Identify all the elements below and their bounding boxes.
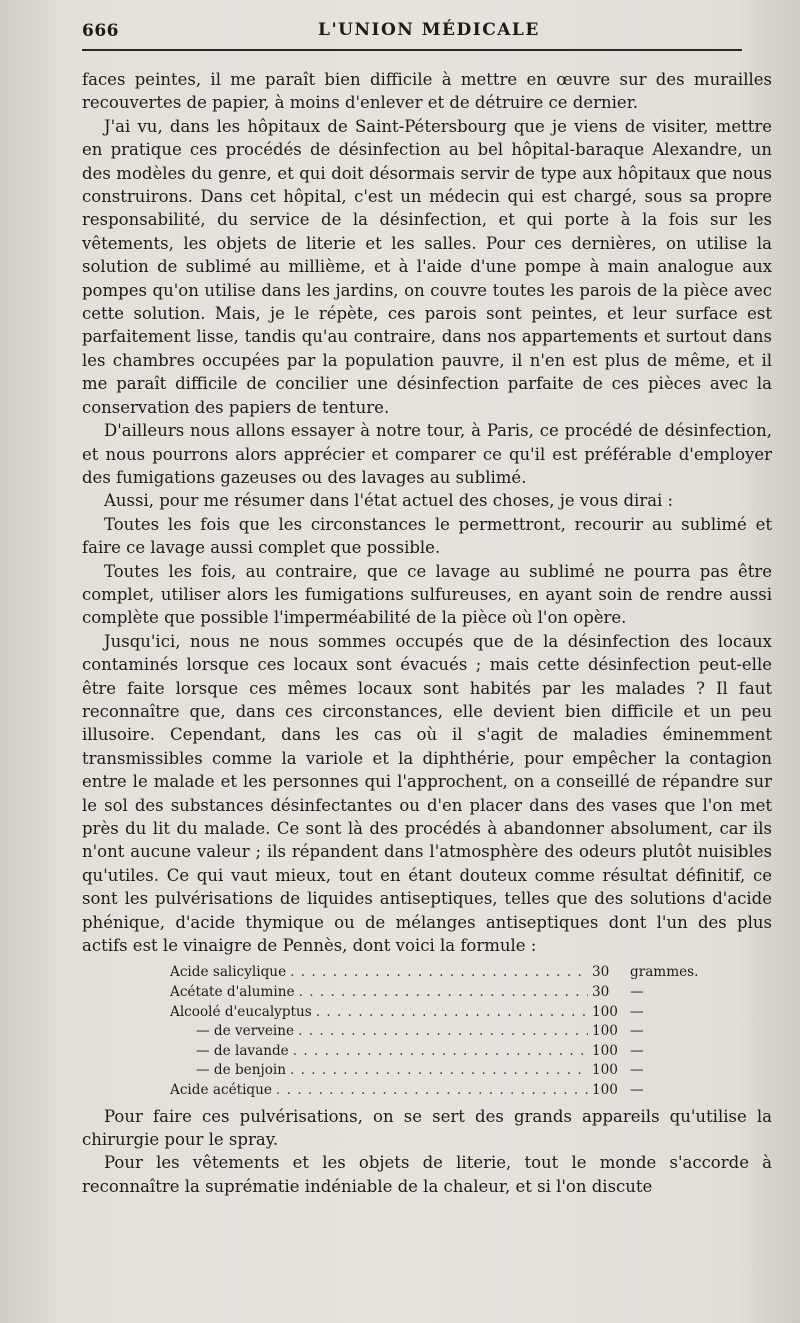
ingredient-quantity: 100 <box>592 1003 618 1020</box>
leader-dots <box>316 1003 588 1023</box>
ingredient-unit: — <box>630 1082 644 1098</box>
formula-row <box>170 1061 710 1081</box>
ingredient-unit: — <box>630 1023 644 1040</box>
ingredient-unit: grammes. <box>630 964 699 981</box>
ingredient-name: — de verveine <box>196 1023 295 1040</box>
formula-row <box>170 1022 710 1042</box>
ingredient-quantity: 100 <box>592 1062 618 1079</box>
page-header <box>82 0 742 44</box>
paragraph: Toutes les fois que les circonstances le permettront, recourir au sublimé et faire ce lavage aussi complet que possible. <box>82 514 772 558</box>
formula-row <box>170 983 710 1003</box>
leader-dots <box>298 1022 588 1042</box>
leader-dots <box>293 1042 588 1062</box>
ingredient-quantity: 100 <box>592 1023 618 1040</box>
formula-row <box>170 1003 710 1023</box>
ingredient-name: Acétate d'alumine <box>170 984 295 1001</box>
paragraph: Pour faire ces pulvérisations, on se sert des grands appareils qu'utilise la chirurgie pour le spray. <box>82 1106 772 1149</box>
ingredient-name: — de lavande <box>196 1042 289 1059</box>
ingredient-name: Acide salicylique <box>170 964 287 981</box>
article-body <box>82 68 772 1198</box>
ingredient-name: Acide acétique <box>170 1082 272 1098</box>
paragraph: J'ai vu, dans les hôpitaux de Saint-Pétersbourg que je viens de visiter, mettre en pratique ces procédés de désinfection au bel hôpital-baraque Alexandre, un des modèles du genre, et qui doit désormais servir de type aux hôpitaux que nous construirons. Dans cet hôpital, c'est un médecin qui est chargé, sous sa propre responsabilité, du service de la désinfection, et qui porte à la fois sur les vêtements, les objets de literie et les salles. Pour ces dernières, on utilise la solution de sublimé au millième, et à l'aide d'une pompe à main analogue aux pompes qu'on utilise dans les jardins, on couvre toutes les parois de la pièce avec cette solution. Mais, je le répète, ces parois sont peintes, et leur surface est parfaitement lisse, tandis qu'au contraire, dans nos appartements et surtout dans les chambres occupées par la population pauvre, il n'en est plus de même, et il me paraît difficile de concilier une désinfection parfaite de ces pièces avec la conservation des papiers de tenture. <box>82 116 772 417</box>
formula-row <box>170 1081 710 1101</box>
ingredient-quantity: 30 <box>592 964 610 981</box>
ingredient-name: — de benjoin <box>196 1062 286 1079</box>
leader-dots <box>290 963 588 983</box>
formula-list <box>170 963 710 1100</box>
paragraph: D'ailleurs nous allons essayer à notre tour, à Paris, ce procédé de désinfection, et nous pourrons alors apprécier et comparer ce qu'il est préférable d'employer des fumigations gazeuses ou des lavages au sublimé. <box>82 421 772 487</box>
ingredient-quantity: 100 <box>592 1082 618 1098</box>
ingredient-unit: — <box>630 984 644 1001</box>
formula-row <box>170 1042 710 1062</box>
leader-dots <box>276 1081 588 1101</box>
paragraph: Aussi, pour me résumer dans l'état actuel des choses, je vous dirai : <box>104 491 674 511</box>
leader-dots <box>299 983 588 1003</box>
ingredient-unit: — <box>630 1042 644 1059</box>
leader-dots <box>290 1061 588 1081</box>
running-title: L'UNION MÉDICALE <box>318 20 540 40</box>
paragraph: Toutes les fois, au contraire, que ce lavage au sublimé ne pourra pas être complet, utiliser alors les fumigations sulfureuses, en ayant soin de rendre aussi complète que possible l'imperméabilité de la pièce où l'on opère. <box>82 561 772 628</box>
page-number: 666 <box>82 21 119 41</box>
ingredient-name: Alcoolé d'eucalyptus <box>170 1003 312 1020</box>
ingredient-unit: — <box>630 1003 644 1020</box>
ingredient-quantity: 30 <box>592 984 610 1001</box>
header-rule <box>82 49 742 51</box>
paragraph: Jusqu'ici, nous ne nous sommes occupés que de la désinfection des locaux contaminés lorsque ces locaux sont évacués ; mais cette désinfection peut-elle être faite lorsque ces mêmes locaux sont habités par les malades ? Il faut reconnaître que, dans ces circonstances, elle devient bien difficile et un peu illusoire. Cependant, dans les cas où il s'agit de maladies éminemment transmissibles comme la variole et la diphthérie, pour empêcher la contagion entre le malade et les personnes qui l'approchent, on a conseillé de répandre sur le sol des substances désinfectantes ou d'en placer dans des vases que l'on met près du lit du malade. Ce sont là des procédés à abandonner absolument, car ils n'ont aucune valeur ; ils répandent dans l'atmosphère des odeurs plutôt nuisibles qu'utiles. Ce qui vaut mieux, tout en étant douteux comme résultat définitif, ce sont les pulvérisations de liquides antiseptiques, telles que des solutions d'acide phénique, d'acide thymique ou de mélanges antiseptiques dont l'un des plus actifs est le vinaigre de Pennès, dont voici la formule : <box>82 631 772 956</box>
formula-row <box>170 963 710 983</box>
ingredient-unit: — <box>630 1062 644 1079</box>
ingredient-quantity: 100 <box>592 1042 618 1059</box>
paragraph: faces peintes, il me paraît bien difficile à mettre en œuvre sur des murailles recouvertes de papier, à moins d'enlever et de détruire ce dernier. <box>82 70 772 113</box>
paragraph: Pour les vêtements et les objets de literie, tout le monde s'accorde à reconnaître la suprématie indéniable de la chaleur, et si l'on discute <box>82 1153 772 1196</box>
